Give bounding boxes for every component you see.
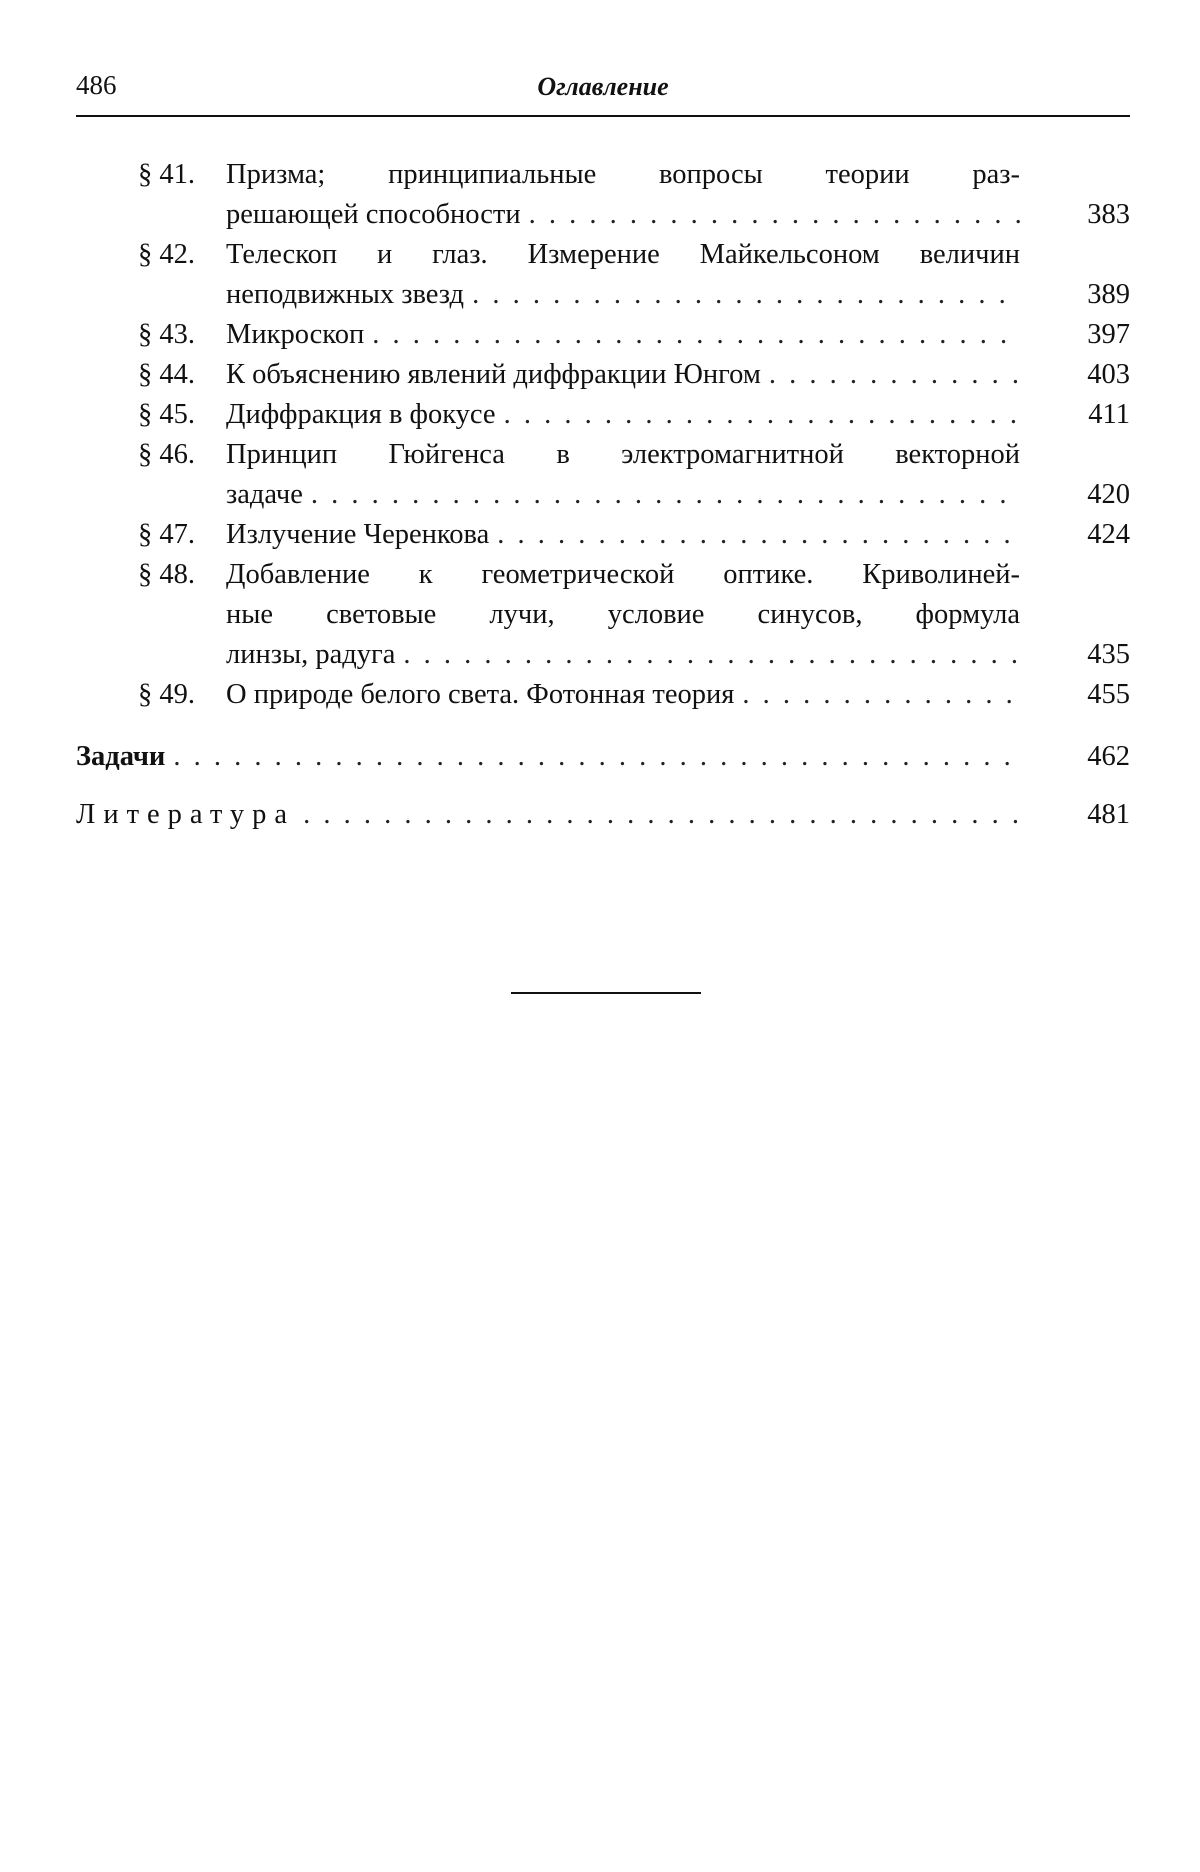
title-text: решающей способности <box>226 199 521 230</box>
page-reference: 397 <box>1087 319 1130 350</box>
entry-title <box>226 675 1020 715</box>
title-line-last <box>76 795 1020 835</box>
section-number: § 41. <box>138 159 195 190</box>
toc-entry-literature[interactable] <box>76 795 1130 835</box>
table-of-contents <box>76 155 1130 835</box>
entry-title <box>226 355 1020 395</box>
title-line-last <box>226 515 1020 555</box>
dot-leader <box>734 675 1020 715</box>
page-reference: 462 <box>1087 741 1130 772</box>
title-text: Литература <box>76 799 296 830</box>
toc-entry[interactable] <box>76 675 1130 715</box>
page-reference: 403 <box>1087 359 1130 390</box>
title-line: Принцип Гюйгенса в электромагнитной векторной <box>226 439 1020 470</box>
title-text: Излучение Черенкова <box>226 519 490 550</box>
section-number: § 49. <box>138 679 195 710</box>
toc-entry[interactable] <box>76 555 1130 675</box>
dot-leader <box>761 355 1020 395</box>
toc-entry[interactable] <box>76 355 1130 395</box>
page-number: 486 <box>76 70 117 100</box>
title-text: К объяснению явлений диффракции Юнгом <box>226 359 761 390</box>
title-text: Микроскоп <box>226 319 365 350</box>
title-line-last <box>226 475 1020 515</box>
section-number: § 45. <box>138 399 195 430</box>
title-line: ные световые лучи, условие синусов, формула <box>226 599 1020 630</box>
title-text: Диффракция в фокусе <box>226 399 496 430</box>
section-number: § 46. <box>138 439 195 470</box>
section-number: § 43. <box>138 319 195 350</box>
entry-title <box>226 435 1020 515</box>
title-line-last <box>226 635 1020 675</box>
page-reference: 455 <box>1087 679 1130 710</box>
section-number: § 42. <box>138 239 195 270</box>
entry-title <box>76 795 1020 835</box>
entry-title <box>226 315 1020 355</box>
entry-title <box>76 737 1020 777</box>
page-reference: 389 <box>1087 279 1130 310</box>
toc-entry[interactable] <box>76 315 1130 355</box>
end-rule <box>511 992 701 994</box>
section-number: § 44. <box>138 359 195 390</box>
dot-leader <box>521 195 1020 235</box>
section-number: § 47. <box>138 519 195 550</box>
toc-entry[interactable] <box>76 435 1130 515</box>
title-text: Задачи <box>76 741 166 772</box>
page-reference: 420 <box>1087 479 1130 510</box>
section-number: § 48. <box>138 559 195 590</box>
dot-leader <box>489 515 1020 555</box>
dot-leader <box>464 275 1020 315</box>
title-line-last <box>226 275 1020 315</box>
toc-entry[interactable] <box>76 395 1130 435</box>
dot-leader <box>303 475 1020 515</box>
toc-entry[interactable] <box>76 235 1130 315</box>
dot-leader <box>165 737 1020 777</box>
title-line-last <box>226 195 1020 235</box>
title-text: линзы, радуга <box>226 639 396 670</box>
entry-title <box>226 395 1020 435</box>
page-reference: 383 <box>1087 199 1130 230</box>
title-text: задаче <box>226 479 303 510</box>
title-line-last <box>76 737 1020 777</box>
title-line-last <box>226 315 1020 355</box>
dot-leader <box>496 395 1020 435</box>
title-line: Телескоп и глаз. Измерение Майкельсоном величин <box>226 239 1020 270</box>
entry-title <box>226 235 1020 315</box>
toc-entry-problems[interactable] <box>76 737 1130 777</box>
entry-title <box>226 555 1020 675</box>
dot-leader <box>395 635 1020 675</box>
title-line-last <box>226 355 1020 395</box>
entry-title <box>226 155 1020 235</box>
running-title: Оглавление <box>537 72 669 101</box>
page-header <box>76 68 1130 108</box>
title-text: О природе белого света. Фотонная теория <box>226 679 735 710</box>
dot-leader <box>295 795 1020 835</box>
title-line: Призма; принципиальные вопросы теории раз- <box>226 159 1020 190</box>
entry-title <box>226 515 1020 555</box>
title-line-last <box>226 675 1020 715</box>
title-text: неподвижных звезд <box>226 279 465 310</box>
page-reference: 435 <box>1087 639 1130 670</box>
page-reference: 411 <box>1088 399 1130 430</box>
toc-entry[interactable] <box>76 515 1130 555</box>
toc-entry[interactable] <box>76 155 1130 235</box>
title-line: Добавление к геометрической оптике. Криволиней- <box>226 559 1020 590</box>
page-reference: 424 <box>1087 519 1130 550</box>
page-reference: 481 <box>1087 799 1130 830</box>
dot-leader <box>364 315 1020 355</box>
title-line-last <box>226 395 1020 435</box>
header-rule <box>76 115 1130 117</box>
